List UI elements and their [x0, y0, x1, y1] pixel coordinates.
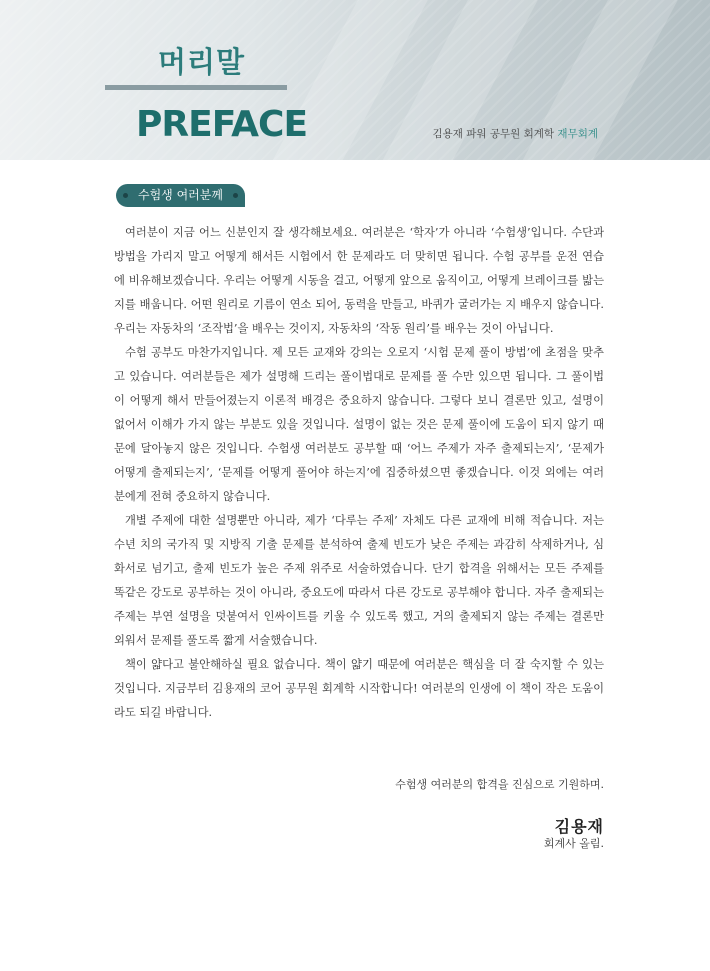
closing-line: 수험생 여러분의 합격을 진심으로 기원하며. — [395, 778, 604, 791]
book-title: 김용재 파워 공무원 회계학 — [432, 128, 555, 140]
paragraph: 개별 주제에 대한 설명뿐만 아니라, 제가 ‘다루는 주제’ 자체도 다른 교재에 비해 적습니다. 저는 수년 치의 국가직 및 지방직 기출 문제를 분석하여 출제 빈도가 낮은 주제는 과감히 삭제하거나, 심화서로 넘기고, 출제 빈도가 높은 주제 위주로 서술하였습니다. 단기 합격을 위해서는 모든 주제를 똑같은 강도로 공부하는 것이 아니라, 중요도에 따라서 다른 강도로 공부해야 합니다. 자주 출제되는 주제는 부연 설명을 덧붙여서 인싸이트를 키울 수 있도록 했고, 거의 출제되지 않는 주제는 결론만 외워서 문제를 풀도록 짧게 서술했습니다. — [114, 514, 604, 647]
book-subtitle — [432, 126, 598, 141]
paragraph: 수험 공부도 마찬가지입니다. 제 모든 교재와 강의는 오로지 ‘시험 문제 풀이 방법’에 초점을 맞추고 있습니다. 여러분들은 제가 설명해 드리는 풀이법대로 문제를 풀 수만 있으면 됩니다. 그 풀이법이 어떻게 해서 만들어졌는지 이론적 배경은 중요하지 않습니다. 그렇다 보니 결론만 있고, 설명이 없어서 이해가 가지 않는 부분도 있을 것입니다. 설명이 없는 것은 문제 풀이에 도움이 되지 않기 때문에 달아놓지 않은 것입니다. 수험생 여러분도 공부할 때 ‘어느 주제가 자주 출제되는지’, ‘문제가 어떻게 출제되는지’, ‘문제를 어떻게 풀어야 하는지’에 집중하셨으면 좋겠습니다. 이것 외에는 여러분에게 전혀 중요하지 않습니다. — [114, 346, 604, 503]
page-title-korean: 머리말 — [158, 45, 246, 79]
section-badge-label: 수험생 여러분께 — [138, 188, 223, 202]
author-signature: 김용재 — [554, 817, 604, 836]
book-subject: 재무회계 — [557, 128, 598, 140]
bullet-dot-icon — [233, 193, 238, 198]
bullet-dot-icon — [123, 193, 128, 198]
paragraph: 여러분이 지금 어느 신분인지 잘 생각해보세요. 여러분은 ‘학자’가 아니라 ‘수험생’입니다. 수단과 방법을 가리지 말고 어떻게 해서든 시험에서 한 문제라도 더 맞히면 됩니다. 수험 공부를 운전 연습에 비유해보겠습니다. 우리는 어떻게 시동을 걸고, 어떻게 앞으로 움직이고, 어떻게 브레이크를 밟는 지를 배웁니다. 어떤 원리로 기름이 연소 되어, 동력을 만들고, 바퀴가 굴러가는 지 배우지 않습니다. 우리는 자동차의 ‘조작법’을 배우는 것이지, 자동차의 ‘작동 원리’를 배우는 것이 아닙니다. — [114, 226, 604, 335]
preface-body — [114, 221, 604, 725]
header-banner — [0, 0, 710, 160]
author-role: 회계사 올림. — [543, 837, 604, 850]
section-badge — [116, 184, 245, 207]
paragraph: 책이 얇다고 불안해하실 필요 없습니다. 책이 얇기 때문에 여러분은 핵심을 더 잘 숙지할 수 있는 것입니다. 지금부터 김용재의 코어 공무원 회계학 시작합니다! 여러분의 인생에 이 책이 작은 도움이라도 되길 바랍니다. — [114, 658, 604, 719]
page-title-english: PREFACE — [136, 104, 308, 145]
title-divider — [105, 85, 287, 90]
